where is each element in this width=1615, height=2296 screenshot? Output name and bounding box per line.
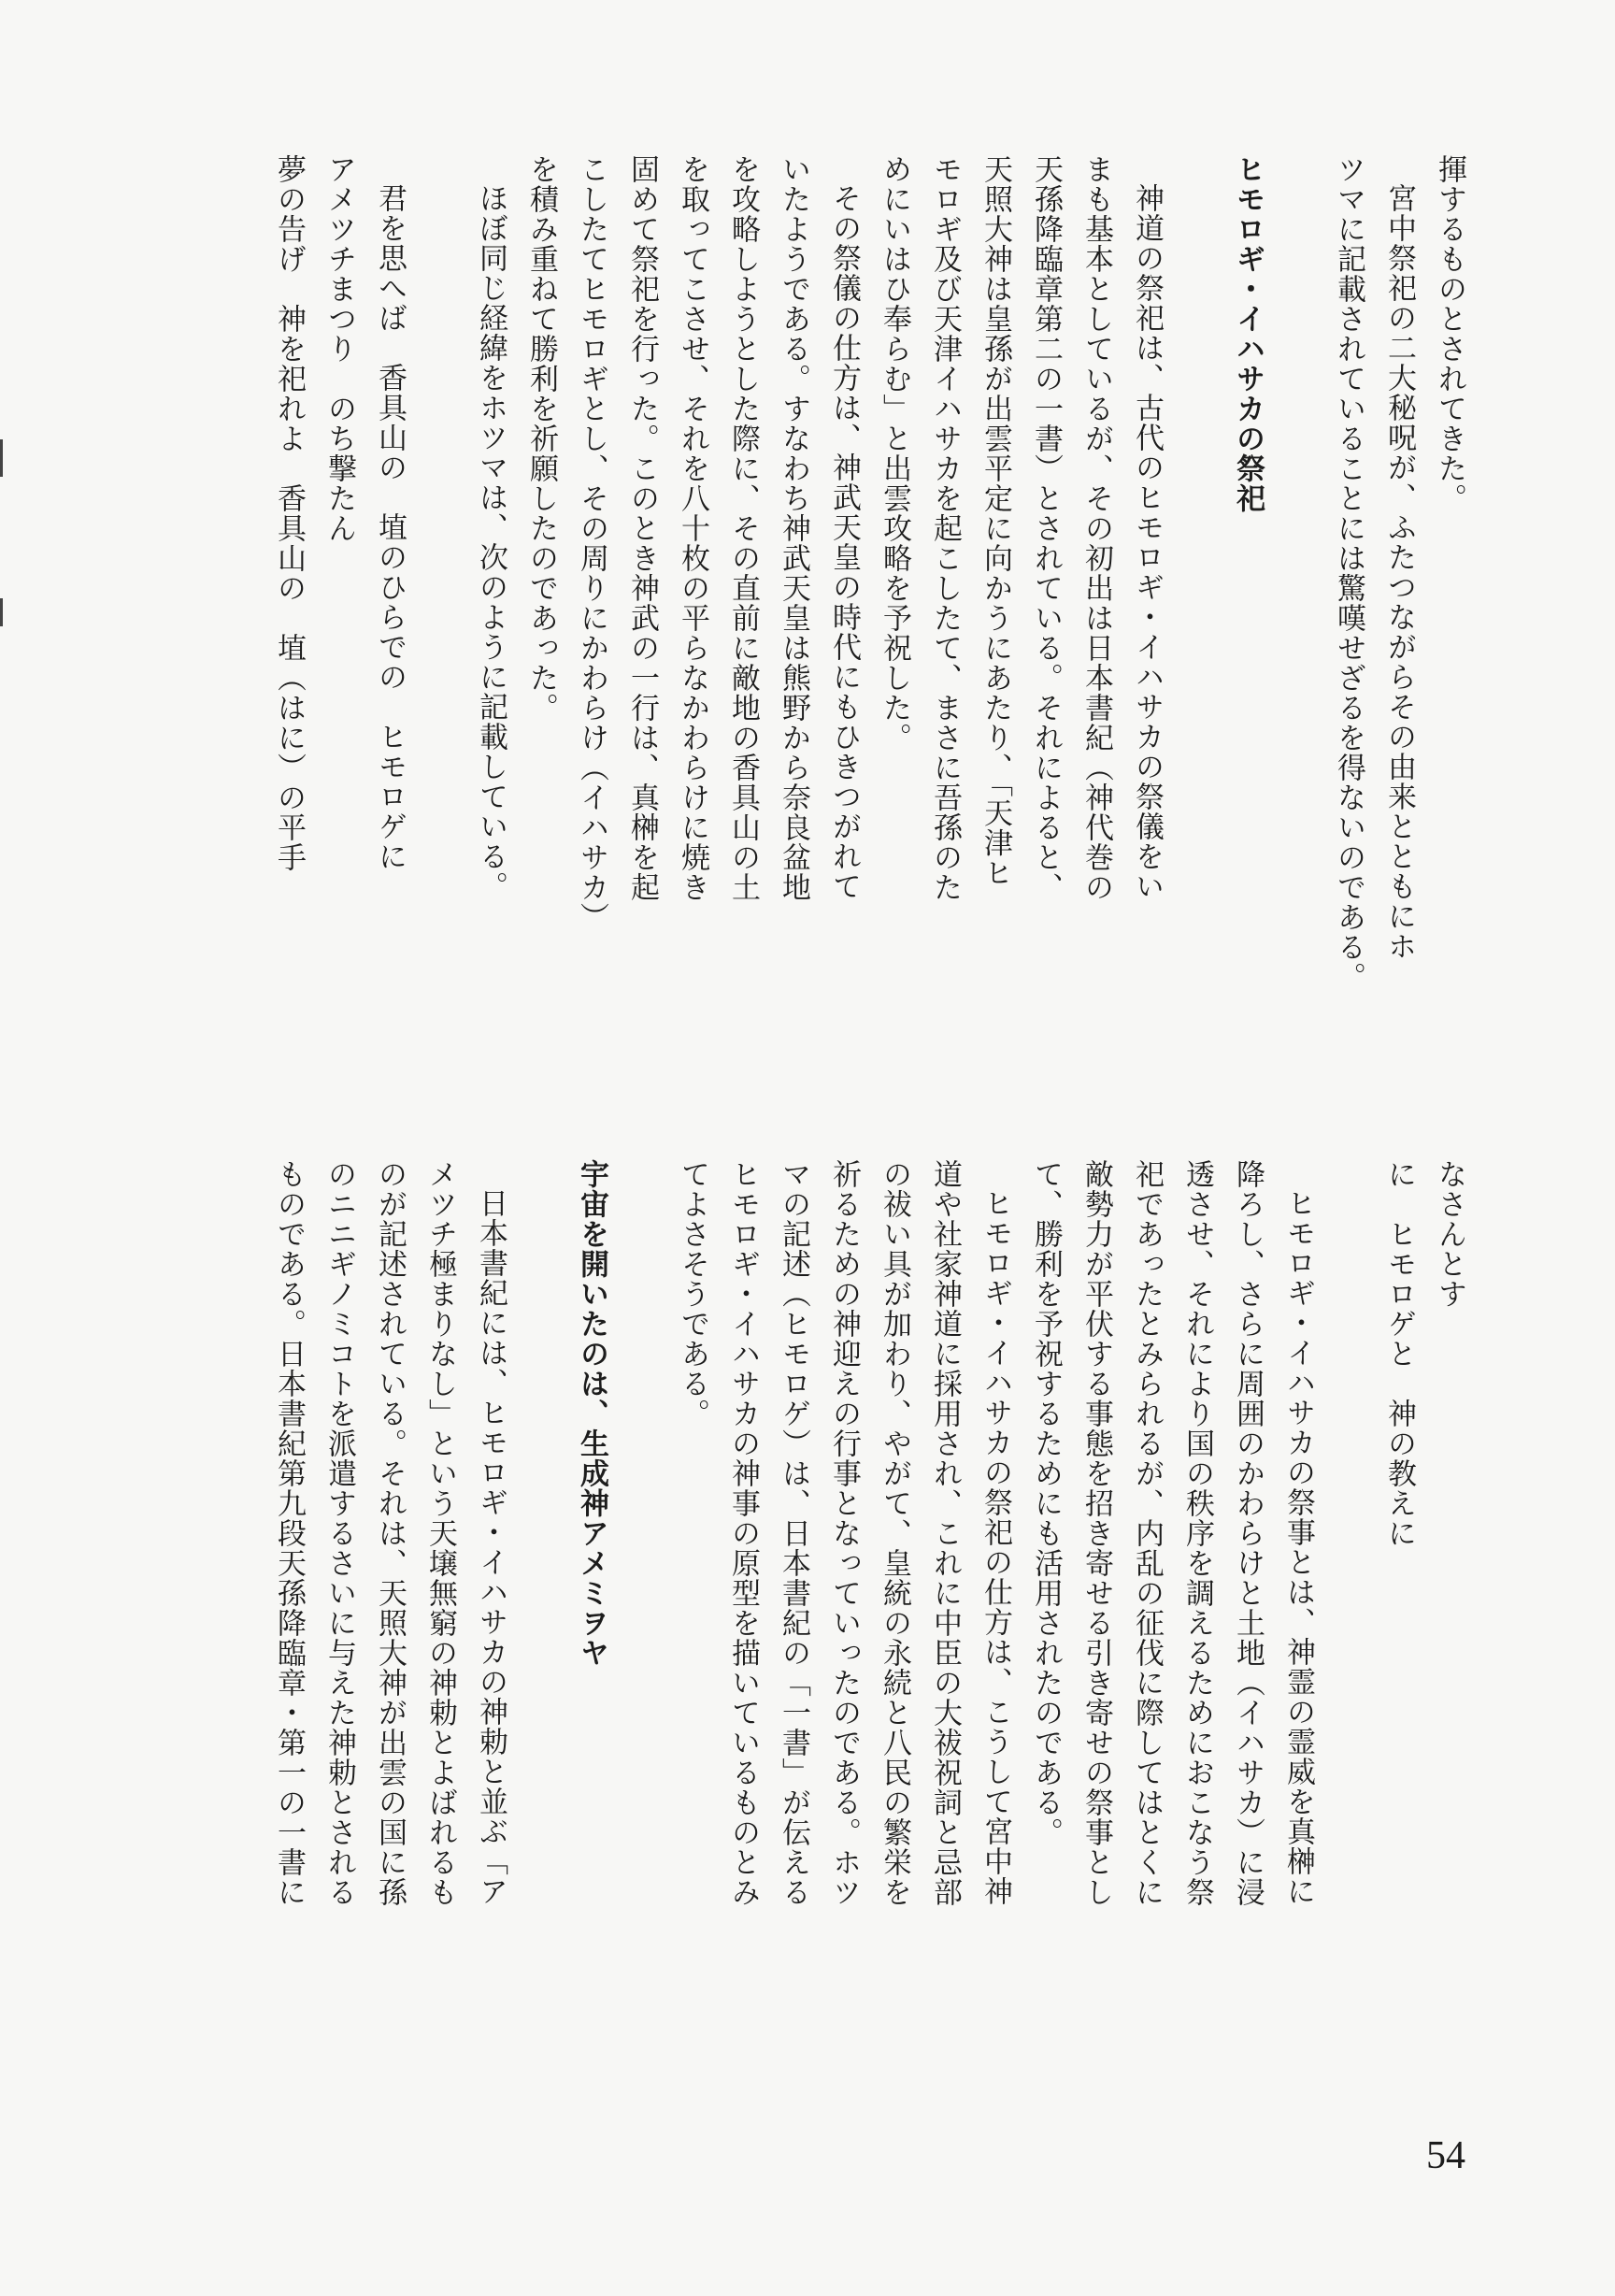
text-column: モロギ及び天津イハサカを起こしたて、まさに吾孫のた bbox=[928, 154, 962, 902]
text-column: の祓い具が加わり、やがて、皇統の永続と八民の繁栄を bbox=[878, 1159, 911, 1907]
text-column: ヒモロギ・イハサカの神事の原型を描いているものとみ bbox=[726, 1159, 760, 1907]
text-column: 透させ、それにより国の秩序を調えるためにおこなう祭 bbox=[1180, 1159, 1214, 1907]
blank-column bbox=[1273, 154, 1323, 992]
text-column: 天孫降臨章第二の一書）とされている。それによると、 bbox=[1029, 154, 1063, 902]
blank-column bbox=[617, 1159, 667, 1907]
text-column: 夢の告げ 神を祀れよ 香具山の 埴（はに）の平手 bbox=[272, 154, 306, 872]
text-column: ほぼ同じ経緯をホツマは、次のように記載している。 bbox=[474, 183, 507, 901]
text-column: 揮するものとされてきた。 bbox=[1433, 154, 1466, 513]
section-heading: ヒモロギ・イハサカの祭祀 bbox=[1231, 154, 1265, 513]
text-column: 祀であったとみられるが、内乱の征伐に際してはとくに bbox=[1130, 1159, 1164, 1907]
blank-column bbox=[516, 1159, 566, 1907]
text-column: 天照大神は皇孫が出雲平定に向かうにあたり、「天津ヒ bbox=[979, 154, 1012, 888]
text-column: を積み重ねて勝利を祈願したのであった。 bbox=[524, 154, 558, 723]
upper-text-block bbox=[264, 154, 1475, 992]
text-column: ヒモロギ・イハサカの祭祀の仕方は、こうして宮中神 bbox=[979, 1188, 1012, 1906]
text-column: 固めて祭祀を行った。このとき神武の一行は、真榊を起 bbox=[625, 154, 659, 902]
text-column: めにいはひ奉らむ」と出雲攻略を予祝した。 bbox=[878, 154, 911, 753]
blank-column bbox=[415, 154, 465, 992]
text-column: て、勝利を予祝するためにも活用されたのである。 bbox=[1029, 1159, 1063, 1847]
section-heading: 宇宙を開いたのは、生成神アメミヲヤ bbox=[575, 1159, 608, 1668]
text-column: ものである。日本書紀第九段天孫降臨章・第一の一書に bbox=[272, 1159, 306, 1907]
blank-column bbox=[1323, 1159, 1374, 1907]
text-column: なさんとす bbox=[1433, 1159, 1466, 1309]
blank-column bbox=[1172, 154, 1222, 992]
text-column: に ヒモロゲと 神の教えに bbox=[1382, 1159, 1416, 1548]
text-column: 道や社家神道に採用され、これに中臣の大祓祝詞と忌部 bbox=[928, 1159, 962, 1907]
text-column: 祈るための神迎えの行事となっていったのである。ホツ bbox=[827, 1159, 861, 1907]
text-column: ヒモロギ・イハサカの祭事とは、神霊の霊威を真榊に bbox=[1281, 1188, 1315, 1906]
text-column: ツマに記載されていることには驚嘆せざるを得ないのである。 bbox=[1332, 154, 1365, 992]
margin-mark bbox=[0, 598, 3, 626]
text-column: まも基本としているが、その初出は日本書紀（神代巻の bbox=[1079, 154, 1113, 902]
text-column: 日本書紀には、ヒモロギ・イハサカの神勅と並ぶ「ア bbox=[474, 1188, 507, 1906]
text-column: のニニギノミコトを派遣するさいに与えた神勅とされる bbox=[322, 1159, 356, 1907]
text-column: いたようである。すなわち神武天皇は熊野から奈良盆地 bbox=[777, 154, 810, 902]
lower-text-block bbox=[264, 1159, 1475, 1907]
text-column: アメツチまつり のち撃たん bbox=[322, 154, 356, 543]
text-column: こしたてヒモロギとし、その周りにかわらけ（イハサカ） bbox=[575, 154, 608, 932]
text-column: その祭儀の仕方は、神武天皇の時代にもひきつがれて bbox=[827, 183, 861, 901]
margin-mark bbox=[0, 439, 3, 477]
text-column: を取ってこさせ、それを八十枚の平らなかわらけに焼き bbox=[676, 154, 709, 902]
text-column: マの記述（ヒモロゲ）は、日本書紀の「一書」が伝える bbox=[777, 1159, 810, 1907]
text-column: 神道の祭祀は、古代のヒモロギ・イハサカの祭儀をい bbox=[1130, 183, 1164, 901]
text-column: 敵勢力が平伏する事態を招き寄せる引き寄せの祭事とし bbox=[1079, 1159, 1113, 1907]
text-column: 宮中祭祀の二大秘呪が、ふたつながらその由来とともにホ bbox=[1382, 183, 1416, 961]
text-column: を攻略しようとした際に、その直前に敵地の香具山の土 bbox=[726, 154, 760, 902]
text-column: 降ろし、さらに周囲のかわらけと土地（イハサカ）に浸 bbox=[1231, 1159, 1265, 1907]
text-column: てよさそうである。 bbox=[676, 1159, 709, 1428]
text-column: 君を思へば 香具山の 埴のひらでの ヒモロゲに bbox=[373, 183, 407, 871]
text-column: メツチ極まりなし」という天壌無窮の神勅とよばれるも bbox=[423, 1159, 457, 1907]
text-column: のが記述されている。それは、天照大神が出雲の国に孫 bbox=[373, 1159, 407, 1907]
page-number: 54 bbox=[1426, 2134, 1465, 2177]
